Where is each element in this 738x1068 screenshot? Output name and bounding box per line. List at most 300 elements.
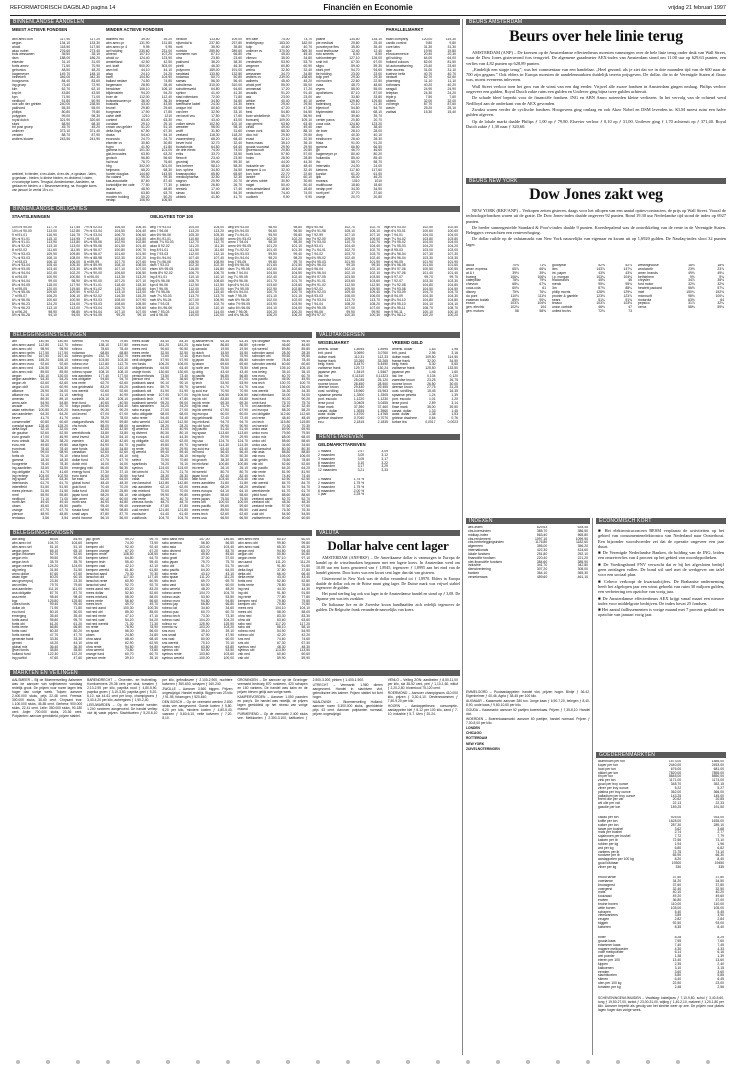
row-value: 31,00 bbox=[91, 60, 100, 65]
row-label: ing obligatie bbox=[12, 469, 31, 474]
row-value: 140,80 bbox=[57, 340, 68, 343]
row-value: 35,80 bbox=[73, 648, 82, 653]
row-label: ingh 7¼ 94-02 bbox=[384, 236, 406, 241]
row-label: zeugen bbox=[598, 917, 610, 922]
row-label: nwb 7 95-05 bbox=[228, 294, 247, 299]
row-label: kempen ned bbox=[238, 598, 257, 603]
row-value: 48,40 bbox=[303, 163, 312, 168]
row-value: 41,00 bbox=[100, 392, 109, 397]
row-value: 80,30 bbox=[301, 446, 310, 451]
row-value: 54,80 bbox=[281, 110, 290, 115]
row-value: 17,60 bbox=[233, 113, 242, 118]
row-label: 6 nl 96-26 bbox=[12, 309, 28, 314]
row-value: 3,17 bbox=[357, 464, 365, 469]
row-label: hagemeyer bbox=[12, 71, 29, 76]
row-value: 113,00 bbox=[69, 244, 80, 249]
row-value: 30,80 bbox=[163, 140, 172, 145]
row-value: 289,50 bbox=[209, 48, 220, 53]
row-label: bng 6¼ 94-04 bbox=[150, 255, 171, 260]
row-value: 85,50 bbox=[220, 358, 229, 363]
row-value: 101,90 bbox=[369, 259, 380, 264]
row-value: 16,00 bbox=[119, 462, 128, 466]
table-aandelen-4 bbox=[246, 38, 312, 208]
row-value: 100,20 bbox=[447, 313, 458, 318]
row-value: 112,31 bbox=[354, 354, 365, 359]
row-value: 21,70 bbox=[179, 469, 188, 474]
band-goederenmarkten: GOEDERENMARKTEN bbox=[596, 752, 726, 758]
row-label: teleplan bbox=[386, 90, 398, 95]
row-value: 61,00 bbox=[373, 171, 382, 176]
row-value: 76,10 bbox=[179, 462, 188, 466]
row-label: delta lloyd bbox=[106, 129, 122, 134]
row-value: 38,40 bbox=[351, 125, 360, 130]
row-value: 40,40 bbox=[281, 98, 290, 103]
row-value: 99,50 bbox=[268, 251, 277, 256]
row-value: 91,80 bbox=[301, 590, 310, 595]
row-value: 19,90 bbox=[423, 48, 433, 53]
punch-hole-icon bbox=[136, 1060, 140, 1064]
row-value: 62,10 bbox=[160, 485, 169, 490]
row-value: 113,70 bbox=[369, 298, 380, 303]
row-label: 6¼ nl 96-06 bbox=[12, 298, 30, 303]
row-label: nagel bbox=[246, 183, 255, 188]
row-label: robeco bbox=[72, 342, 83, 347]
row-value: 95,00 bbox=[179, 400, 188, 405]
row-value: 124,70 bbox=[237, 438, 248, 443]
row-value: 107,90 bbox=[135, 298, 146, 303]
row-label: lng 7½ 92-00 bbox=[306, 236, 326, 241]
article-paragraph: Op de lokale markt daalde Philips ƒ 1,00 op ƒ 79,80. Elsevier verloor ƒ 0,10 op ƒ 31,00. Unilever ging ƒ 1,70 achteruit op ƒ 371,40. Royal Dutch zakte ƒ 1,30 naar ƒ 320,60. bbox=[466, 118, 726, 129]
row-value: 35,10 bbox=[281, 369, 291, 374]
row-value: 68,20 bbox=[239, 485, 248, 490]
row-label: sns obligatie bbox=[72, 377, 91, 382]
row-value: 100,30 bbox=[369, 313, 380, 318]
row-label: krasnapolsky bbox=[176, 171, 196, 176]
row-value: 111,20 bbox=[275, 560, 286, 565]
row-value: 73,70 bbox=[239, 404, 248, 409]
row-value: 64,40 bbox=[179, 365, 188, 370]
row-value: 56,00 bbox=[119, 515, 128, 520]
row-value: 63,40 bbox=[303, 121, 312, 126]
row-value: 46 bbox=[628, 278, 632, 283]
row-label: mees rente bbox=[192, 508, 209, 513]
row-value: 56,40 bbox=[239, 450, 248, 455]
row-value: 3,21 bbox=[357, 468, 365, 473]
row-label: nikkel per ton bbox=[598, 770, 619, 775]
table-row bbox=[638, 306, 724, 310]
row-value: 40,90 bbox=[119, 392, 128, 397]
row-value: 40,10 bbox=[672, 890, 682, 895]
row-value: 15,50 bbox=[220, 350, 229, 355]
row-label: randstad bbox=[176, 71, 190, 76]
row-label: mees mixfund bbox=[86, 594, 108, 599]
row-label: abn amro kon bbox=[12, 38, 33, 41]
row-value: 50,70 bbox=[211, 75, 220, 80]
row-value: 37,10 bbox=[119, 469, 128, 474]
row-label: kon. bam bbox=[246, 171, 260, 176]
row-value: 107,40 bbox=[213, 255, 224, 260]
row-value: 107,20 bbox=[114, 278, 125, 283]
row-label: postbank aand bbox=[132, 381, 155, 386]
row-label: franse frank bbox=[318, 358, 336, 363]
row-value: 73,30 bbox=[225, 613, 234, 618]
row-value: 106,50 bbox=[135, 271, 146, 276]
row-value: 28,450 bbox=[353, 381, 365, 386]
row-value: 102,80 bbox=[135, 240, 146, 245]
row-value: 92,50 bbox=[672, 921, 682, 926]
row-value: 80,40 bbox=[351, 152, 360, 157]
row-value: 113,90 bbox=[46, 240, 57, 245]
row-value: 109,90 bbox=[46, 251, 57, 256]
row-label: amer. brands bbox=[638, 270, 658, 275]
row-label: at & t bbox=[466, 270, 474, 275]
row-label: dico intl bbox=[246, 133, 258, 138]
row-label: econosto bbox=[106, 136, 120, 141]
row-value: 48,60 bbox=[281, 163, 290, 168]
row-label: van leer bbox=[176, 110, 189, 115]
punch-hole-icon bbox=[706, 1060, 710, 1064]
row-label: zwitserse frank bbox=[392, 366, 415, 371]
table-obligaties-b bbox=[84, 226, 146, 322]
row-value: 59,90 bbox=[277, 656, 286, 661]
row-label: aardappelen per 100 kg bbox=[598, 857, 634, 862]
row-value: 115,60 bbox=[135, 286, 146, 291]
row-value: 75,70 bbox=[225, 560, 234, 565]
row-value: 67,70 bbox=[59, 508, 68, 513]
row-value: 92,60 bbox=[40, 362, 49, 367]
row-value: 34,50 bbox=[233, 167, 242, 172]
row-value: 113,10 bbox=[46, 244, 57, 249]
row-value: 74,40 bbox=[281, 473, 291, 478]
row-value: 106,10 bbox=[69, 294, 80, 299]
row-value: 107,00 bbox=[177, 392, 188, 397]
row-value: 31,10 bbox=[40, 392, 49, 397]
row-value: 102,10 bbox=[369, 271, 380, 276]
row-value: 48,40 bbox=[301, 415, 310, 420]
row-value: 103,30 bbox=[422, 255, 433, 260]
row-value: 102,50 bbox=[447, 226, 458, 229]
row-label: robeco pac bbox=[162, 610, 179, 615]
row-value: 144,60 bbox=[139, 171, 150, 176]
row-value: 2453,00 bbox=[711, 762, 724, 767]
row-value: 61,70 bbox=[40, 481, 49, 486]
row-value: 106,50 bbox=[218, 392, 229, 397]
row-value: 5,60 bbox=[451, 362, 458, 367]
row-value: 32,70 bbox=[211, 140, 220, 145]
row-value: 36,10 bbox=[179, 454, 188, 459]
row-value: 42,20 bbox=[301, 633, 310, 638]
table-row bbox=[238, 657, 310, 661]
row-value: 113,10 bbox=[46, 305, 57, 310]
row-value: 48,50 bbox=[61, 67, 71, 72]
row-value: 40,30 bbox=[351, 133, 360, 138]
row-value: 100,80 bbox=[38, 408, 49, 413]
row-label: rabo aandelen bbox=[132, 404, 154, 409]
row-value: 44,10 bbox=[73, 640, 82, 645]
row-label: otra bbox=[176, 56, 182, 61]
row-value: 1,5419 bbox=[353, 370, 365, 375]
row-value: 120,00 bbox=[421, 38, 433, 41]
row-value: 40,10 bbox=[373, 133, 382, 138]
row-value: 63,20 bbox=[163, 152, 172, 157]
row-value: 17,20 bbox=[303, 86, 312, 91]
row-label: inter access bbox=[386, 67, 405, 72]
row-value: 32⅜ bbox=[717, 282, 724, 287]
row-value: 61,00 bbox=[40, 385, 49, 390]
row-value: 102,70 bbox=[344, 248, 355, 253]
row-value: 8,28 bbox=[674, 936, 682, 939]
row-value: 98,40 bbox=[49, 594, 59, 599]
row-value: 35,10 bbox=[281, 140, 290, 145]
row-value: 37,80 bbox=[301, 567, 310, 572]
row-value: 92,70 bbox=[125, 583, 134, 588]
row-value: 111,60 bbox=[47, 248, 57, 253]
row-value: 74,00 bbox=[125, 540, 134, 545]
row-value: 289,60 bbox=[231, 48, 242, 53]
row-value: 113,00 bbox=[135, 290, 146, 295]
row-label: beers bbox=[246, 102, 255, 107]
row-label: varkens per lb bbox=[598, 849, 620, 854]
row-value: 64,10 bbox=[220, 488, 229, 493]
row-value: 20,70 bbox=[373, 117, 382, 122]
row-label: sears bbox=[552, 297, 561, 302]
row-value: 54,50 bbox=[301, 511, 310, 516]
row-label: ingh 7 92-07 bbox=[384, 278, 403, 283]
row-label: sns wereld bbox=[252, 388, 269, 393]
row-label: 7½ nl 93-04 bbox=[84, 305, 102, 310]
row-label: gen. electric bbox=[466, 305, 485, 310]
row-value: 32,50 bbox=[211, 175, 220, 180]
row-value: 32,50 bbox=[160, 350, 169, 355]
row-value: 60,00 bbox=[225, 636, 234, 641]
goederen-note: NEW YORK bbox=[466, 741, 485, 746]
row-value: 47,00 bbox=[40, 435, 49, 440]
row-value: 106,00 bbox=[344, 294, 355, 299]
row-label: interbonds bbox=[12, 481, 28, 486]
row-label: banken bbox=[468, 571, 480, 576]
row-value: 56,00 bbox=[149, 629, 158, 634]
row-value: 84,70 bbox=[119, 442, 128, 447]
row-label: finse mark bbox=[392, 404, 408, 409]
row-label: cbs-koersindex bbox=[468, 528, 491, 533]
row-label: abn 6½ 96-06 bbox=[150, 232, 171, 237]
row-label: aluminium per ton bbox=[598, 760, 625, 763]
row-value: 89,50 bbox=[59, 369, 68, 374]
row-value: 87,00 bbox=[220, 377, 229, 382]
row-label: uni rente bbox=[252, 415, 266, 420]
row-label: vsb asia bbox=[252, 450, 265, 455]
row-value: 132,80 bbox=[231, 71, 242, 76]
row-value: 88,70 bbox=[61, 133, 71, 138]
row-value: 56,80 bbox=[220, 373, 229, 378]
row-value: 31,50 bbox=[40, 488, 49, 493]
row-label: select bbox=[132, 458, 141, 463]
row-label: batenburg bbox=[316, 102, 332, 107]
row-label: exact bbox=[246, 136, 255, 141]
row-label: ict automatisering bbox=[386, 63, 413, 68]
row-value: 20,70 bbox=[233, 179, 242, 184]
row-value: 103,30 bbox=[447, 255, 458, 260]
row-value: 124,00 bbox=[177, 465, 188, 470]
row-value: 87,10 bbox=[351, 90, 360, 95]
row-label: sns geldmarkt bbox=[72, 385, 94, 390]
row-value: 63,30 bbox=[163, 117, 172, 122]
row-value: 62,50 bbox=[301, 477, 310, 482]
row-value: 32,00 bbox=[447, 98, 456, 103]
row-value: 110⅛ bbox=[510, 293, 519, 298]
row-label: robeco obl bbox=[238, 633, 254, 638]
table-newyork-2 bbox=[552, 264, 632, 344]
row-value: 51,90 bbox=[160, 388, 169, 393]
row-label: amerik. dollar bbox=[318, 348, 339, 351]
row-value: 148,10 bbox=[89, 71, 100, 76]
row-label: ohra obl bbox=[86, 640, 99, 645]
row-value: 69,30 bbox=[239, 400, 248, 405]
row-label: lng 9 92-02 bbox=[306, 286, 323, 291]
row-value: 35,40 bbox=[49, 613, 59, 618]
table-row bbox=[246, 196, 312, 200]
row-label: ingh 8½ 96-04 bbox=[384, 255, 406, 260]
row-label: ig japan bbox=[192, 358, 204, 363]
row-value: 9,80 bbox=[425, 40, 433, 45]
row-value: 43,40 bbox=[277, 575, 286, 580]
row-value: 52,60 bbox=[40, 431, 49, 436]
row-value: 1171,00 bbox=[669, 778, 682, 783]
row-value: 118,30 bbox=[135, 282, 146, 287]
row-label: aegon ned bbox=[238, 548, 255, 553]
row-label: ing mixfund bbox=[192, 419, 210, 424]
row-value: 32,40 bbox=[301, 404, 310, 409]
row-value: 94,10 bbox=[48, 313, 57, 318]
row-value: 43,40 bbox=[301, 575, 310, 580]
row-label: abn amro obl bbox=[12, 346, 32, 351]
row-value: 126,00 bbox=[371, 56, 382, 61]
row-value: 102,90 bbox=[57, 473, 68, 478]
row-value: 103,30 bbox=[69, 267, 80, 272]
row-value: 89,30 bbox=[40, 396, 49, 401]
row-label: abn amro int bbox=[12, 540, 31, 545]
row-label: tokyo pacific bbox=[72, 404, 91, 409]
row-label: 7¾ nl 90-00 bbox=[84, 271, 102, 276]
row-value: 74,40 bbox=[301, 473, 310, 478]
row-value: 60,70 bbox=[301, 373, 310, 378]
row-label: pakhoed bbox=[12, 106, 26, 111]
row-label: ing 6¾ 96-06 bbox=[150, 278, 170, 283]
row-value: 105,00 bbox=[713, 905, 724, 910]
row-value: 43,50 bbox=[91, 90, 100, 95]
row-label: ingh 8 94-09 bbox=[384, 294, 403, 299]
row-label: ahold bbox=[12, 44, 21, 49]
row-value: 38,20 bbox=[40, 438, 49, 443]
row-value: 62,70 bbox=[423, 75, 433, 80]
band-valutakoersen: VALUTAKOERSEN bbox=[316, 332, 460, 338]
row-value: 29,90 bbox=[239, 435, 248, 440]
row-value: 70,90 bbox=[160, 458, 169, 463]
row-value: 47,90 bbox=[160, 396, 169, 401]
row-value: 64,00 bbox=[423, 56, 433, 61]
row-value: 112,50 bbox=[213, 282, 224, 287]
row-value: 24,00 bbox=[373, 163, 382, 168]
row-value: 43,40 bbox=[220, 369, 229, 374]
row-value: 102,40 bbox=[291, 274, 302, 279]
row-value: 78,80 bbox=[277, 583, 286, 588]
punch-hole-icon bbox=[226, 1060, 230, 1064]
row-value: 1628,00 bbox=[668, 818, 682, 823]
row-value: 32,10 bbox=[40, 427, 49, 432]
row-value: 114,00 bbox=[188, 309, 199, 314]
row-label: rentasso bbox=[12, 515, 26, 520]
row-value: 58,10 bbox=[119, 492, 128, 497]
row-label: lng 8¾ 92-03 bbox=[306, 290, 326, 295]
row-value: 64,70 bbox=[149, 556, 158, 561]
row-value: 70,30 bbox=[301, 423, 310, 428]
row-label: ing rente bbox=[238, 594, 252, 599]
row-value: 61,70 bbox=[220, 385, 229, 390]
row-label: eco fund bbox=[12, 610, 26, 615]
row-label: mees aandelen bbox=[192, 481, 216, 486]
band-aandelen: BINNENLANDSE AANDELEN bbox=[10, 19, 460, 25]
row-value: 31,10 bbox=[447, 67, 456, 72]
row-value: 98,10 bbox=[233, 125, 242, 130]
row-label: china fund bbox=[72, 454, 88, 459]
row-value: 94,80 bbox=[100, 377, 109, 382]
row-value: 53,50 bbox=[225, 594, 234, 599]
row-value: 66,40 bbox=[301, 571, 310, 576]
row-label: hoogovens bbox=[12, 79, 29, 84]
row-value: 28,30 bbox=[160, 473, 169, 478]
row-label: lng 7 94-02 bbox=[306, 251, 323, 256]
row-value: 23,30 bbox=[73, 579, 82, 584]
row-value: 18⅜ bbox=[717, 264, 724, 267]
row-label: unique intl bbox=[176, 106, 192, 111]
row-label: amerik. dollar bbox=[392, 348, 413, 351]
row-value: 54,40 bbox=[160, 415, 169, 420]
row-value: 130,10 bbox=[38, 373, 49, 378]
row-label: crown van gelder bbox=[106, 125, 132, 130]
row-label: nedschroef bbox=[246, 190, 263, 195]
row-value: 28,50 bbox=[141, 83, 150, 88]
row-label: dutch mid bbox=[72, 462, 87, 466]
row-label: unil 6 96-06 bbox=[150, 313, 168, 318]
row-label: fortis aand bbox=[12, 617, 28, 622]
row-value: 56,70 bbox=[281, 113, 290, 118]
row-label: nagron bbox=[176, 179, 187, 184]
row-value: 251,80 bbox=[536, 551, 548, 556]
row-value: 68,00 bbox=[160, 412, 169, 417]
row-value: 94,70 bbox=[220, 419, 229, 424]
row-label: kempen tech bbox=[86, 560, 106, 565]
row-value: 80,80 bbox=[61, 110, 71, 115]
row-label: robeco asia bbox=[162, 594, 180, 599]
row-value: 33,50 bbox=[59, 465, 68, 470]
row-label: syntrus rente bbox=[162, 652, 182, 657]
row-value: 100,80 bbox=[218, 462, 229, 466]
row-label: industrie bbox=[468, 563, 481, 568]
row-label: sns aandelen bbox=[72, 373, 93, 378]
row-value: 22,70 bbox=[281, 171, 290, 176]
row-value: 15,960 bbox=[353, 389, 365, 394]
row-value: 54,90 bbox=[277, 629, 286, 634]
row-value: 88,30 bbox=[281, 129, 290, 134]
row-value: 90,90 bbox=[220, 423, 229, 428]
row-label: hes beheer bbox=[176, 163, 193, 168]
row-value: 99,40 bbox=[73, 602, 82, 607]
row-value: 33,50 bbox=[40, 465, 49, 470]
row-value: 25,80 bbox=[100, 488, 109, 493]
row-label: ohra rente bbox=[86, 644, 102, 649]
row-value: 114,30 bbox=[237, 442, 248, 447]
row-label: rabo europa bbox=[132, 408, 151, 413]
